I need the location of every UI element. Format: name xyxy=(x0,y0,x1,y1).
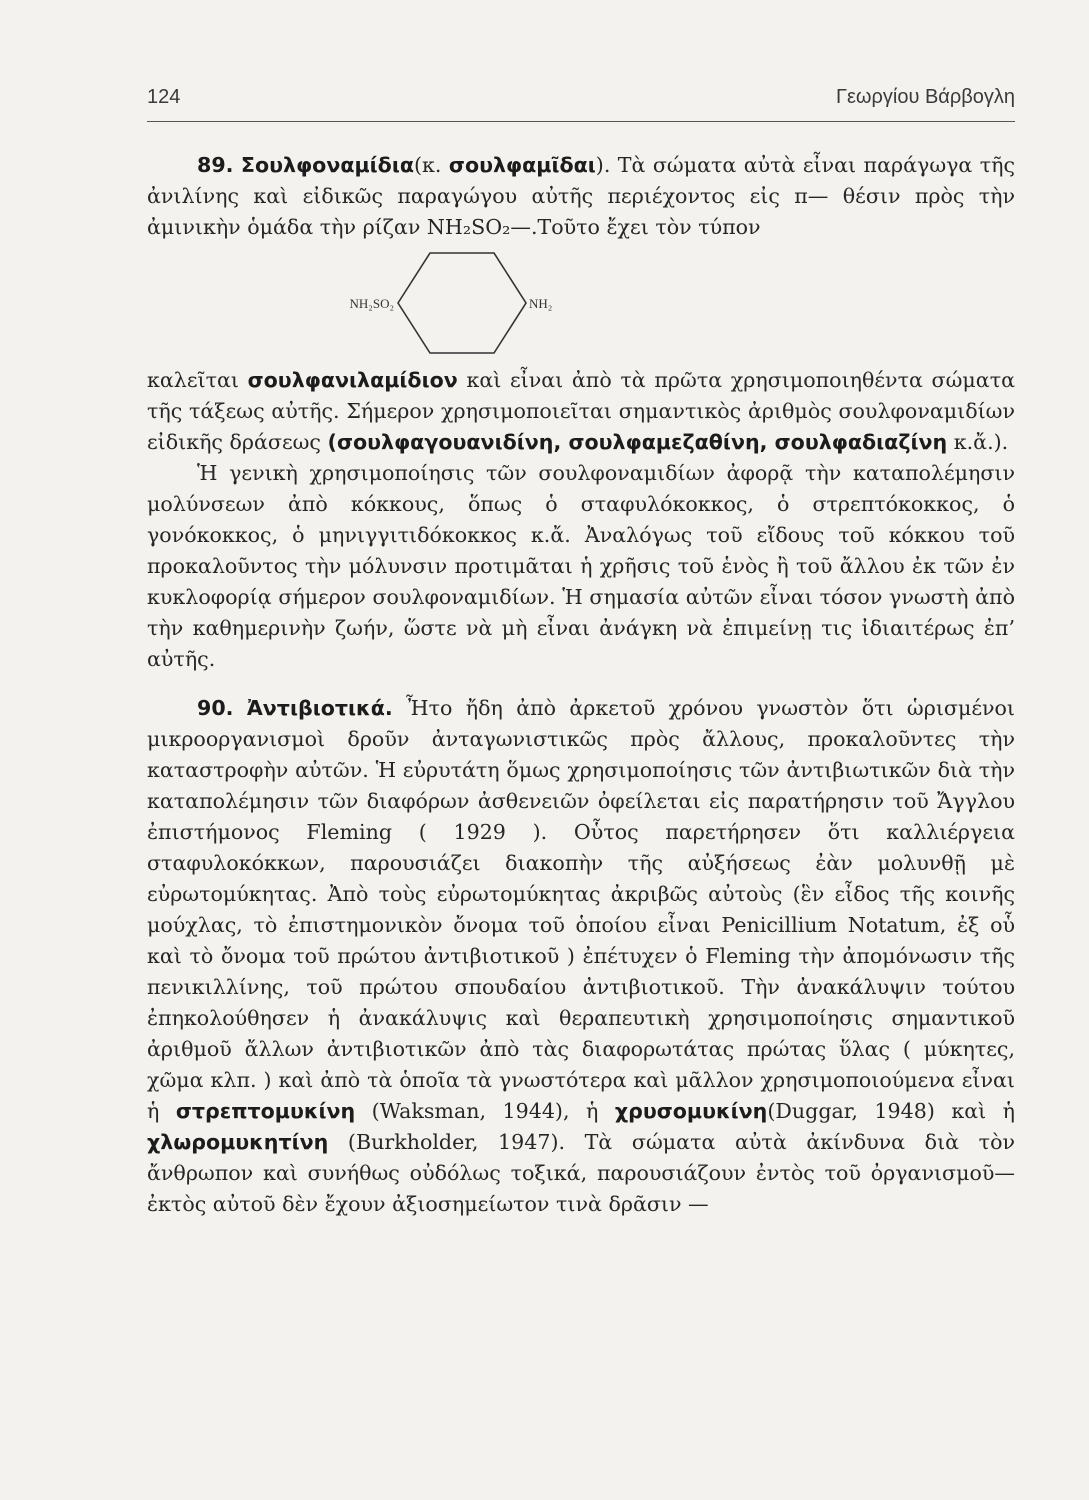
section-90-text-c: (Duggar, 1948) καὶ ἡ xyxy=(767,1099,1015,1123)
aureomycin-term: χρυσομυκίνη xyxy=(614,1099,768,1123)
section-89-p2-text-a: καλεῖται xyxy=(147,368,248,392)
sulfanilamide-term: σουλφανιλαμίδιον xyxy=(247,368,458,392)
section-90-text-a: Ἦτο ἤδη ἀπὸ ἀρκετοῦ χρόνου γνωστὸν ὅτι ὡρισμένοι μικροοργανισμοὶ δροῦν ἀνταγωνιστικῶς πρὸς ἄλλους, προκαλοῦντες τὴν καταστροφὴν αὐτῶν. Ἡ εὐρυτάτη ὅμως χρησιμοποίησις τῶν ἀντιβιωτικῶν διὰ τὴν καταπολέμησιν τῶν διαφόρων ἀσθενειῶν ὀφείλεται εἰς παρατήρησιν τοῦ Ἄγγλου ἐπιστήμονος Fleming ( 1929 ). Οὗτος παρετήρησεν ὅτι καλλιέργεια σταφυλοκόκκων, παρουσιάζει διακοπὴν τῆς αὐξήσεως ἐὰν μολυνθῇ μὲ εὐρωτομύκητας. Ἀπὸ τοὺς εὐρωτομύκητας ἀκριβῶς αὐτοὺς (ἓν εἶδος τῆς κοινῆς μούχλας, τὸ ἐπιστημονικὸν ὄνομα τοῦ ὁποίου εἶναι Penicillium Notatum, ἐξ οὗ καὶ τὸ ὄνομα τοῦ πρώτου ἀντιβιοτικοῦ ) ἐπέτυχεν ὁ Fleming τὴν ἀπομόνωσιν τῆς πενικιλλίνης, τοῦ πρώτου σπουδαίου ἀντιβιοτικοῦ. Τὴν ἀνακάλυψιν τούτου ἐπηκολούθησεν ἡ ἀνακάλυψις καὶ θεραπευτικὴ χρησιμοποίησις σημαντικοῦ ἀριθμοῦ ἄλλων ἀντιβιοτικῶν ἀπὸ τὰς διαφορωτάτας πρώτας ὕλας ( μύκητες, χῶμα κλπ. ) καὶ ἀπὸ τὰ ὁποῖα τὰ γνωστότερα καὶ μᾶλλον χρησιμοποιούμενα εἶναι ἡ xyxy=(147,696,1015,1123)
body-text xyxy=(147,150,1015,1220)
section-89-number: 89. xyxy=(197,153,234,177)
section-89-title: Σουλφοναμίδια xyxy=(240,153,415,177)
benzene-ring-diagram xyxy=(147,249,1015,357)
benzene-ring xyxy=(398,253,526,353)
section-90-title: Ἀντιβιοτικά. xyxy=(246,696,393,720)
section-89-bold-term: σουλφαμῖδαι xyxy=(448,153,596,177)
section-90-text-d: (Burkholder, 1947). Τὰ σώματα αὐτὰ ἀκίνδυνα διὰ τὸν ἄνθρωπον καὶ συνήθως οὐδόλως τοξικά, παρουσιάζουν ἐντὸς τοῦ ὀργανισμοῦ—ἐκτὸς αὐτοῦ δὲν ἔχουν ἀξιοσημείωτον τινὰ δρᾶσιν — xyxy=(147,1130,1015,1216)
section-89-text-b: ). Τὰ σώματα αὐτὰ εἶναι παράγωγα τῆς ἀνιλίνης καὶ εἰδικῶς παραγώγου αὐτῆς περιέχοντος εἰς π— θέσιν πρὸς τὴν ἀμινικὴν ὁμάδα τὴν ρίζαν NH₂SO₂—.Τοῦτο ἔχει τὸν τύπον xyxy=(147,153,1016,239)
section-90-text-b: (Waksman, 1944), ἡ xyxy=(355,1099,615,1123)
section-89-paragraph-3: Ἡ γενικὴ χρησιμοποίησις τῶν σουλφοναμιδίων ἀφορᾷ τὴν καταπολέμησιν μολύνσεων ἀπὸ κόκκους, ὅπως ὁ σταφυλόκοκκος, ὁ στρεπτόκοκκος, ὁ γονόκοκκος, ὁ μηνιγγιτιδόκοκκος κ.ἄ. Ἀναλόγως τοῦ εἴδους τοῦ κόκκου τοῦ προκαλοῦντος τὴν μόλυνσιν προτιμᾶται ἡ χρῆσις τοῦ ἑνὸς ἢ τοῦ ἄλλου ἐκ τῶν ἐν κυκλοφορίᾳ σήμερον σουλφοναμιδίων. Ἡ σημασία αὐτῶν εἶναι τόσον γνωστὴ ἀπὸ τὴν καθημερινὴν ζωήν, ὥστε νὰ μὴ εἶναι ἀνάγκη νὰ ἐπιμείνῃ τις ἰδιαιτέρως ἐπ’ αὐτῆς. xyxy=(147,461,1015,671)
sulfa-drugs-list: (σουλφαγουανιδίνη, σουλφαμεζαθίνη, σουλφαδιαζίνη xyxy=(327,430,948,454)
streptomycin-term: στρεπτομυκίνη xyxy=(175,1099,356,1123)
section-90-number: 90. xyxy=(197,696,234,720)
section-89-text-a: (κ. xyxy=(414,153,449,177)
running-title: Γεωργίου Βάρβογλη xyxy=(835,86,1015,108)
section-90-paragraph xyxy=(147,693,1015,1220)
page-number: 124 xyxy=(147,86,181,108)
structural-formula xyxy=(147,249,1015,357)
section-89-p2-text-c: κ.ἄ.). xyxy=(947,430,1009,454)
formula-right-group: NH₂ xyxy=(529,296,553,311)
page-header xyxy=(147,86,1015,116)
section-89-paragraph-1 xyxy=(147,150,1015,243)
section-89-paragraph-2 xyxy=(147,365,1015,458)
header-rule xyxy=(147,121,1015,122)
chloromycetin-term: χλωρομυκητίνη xyxy=(147,1130,329,1154)
section-gap xyxy=(147,675,1015,693)
formula-left-group: NH₂SO₂ xyxy=(349,296,394,311)
section-89-p2-text-b: καὶ εἶναι ἀπὸ τὰ πρῶτα χρησιμοποιηθέντα σώματα τῆς τάξεως αὐτῆς. Σήμερον χρησιμοποιεῖται σημαντικὸς ἀριθμὸς σουλφοναμιδίων εἰδικῆς δράσεως xyxy=(147,368,1015,454)
